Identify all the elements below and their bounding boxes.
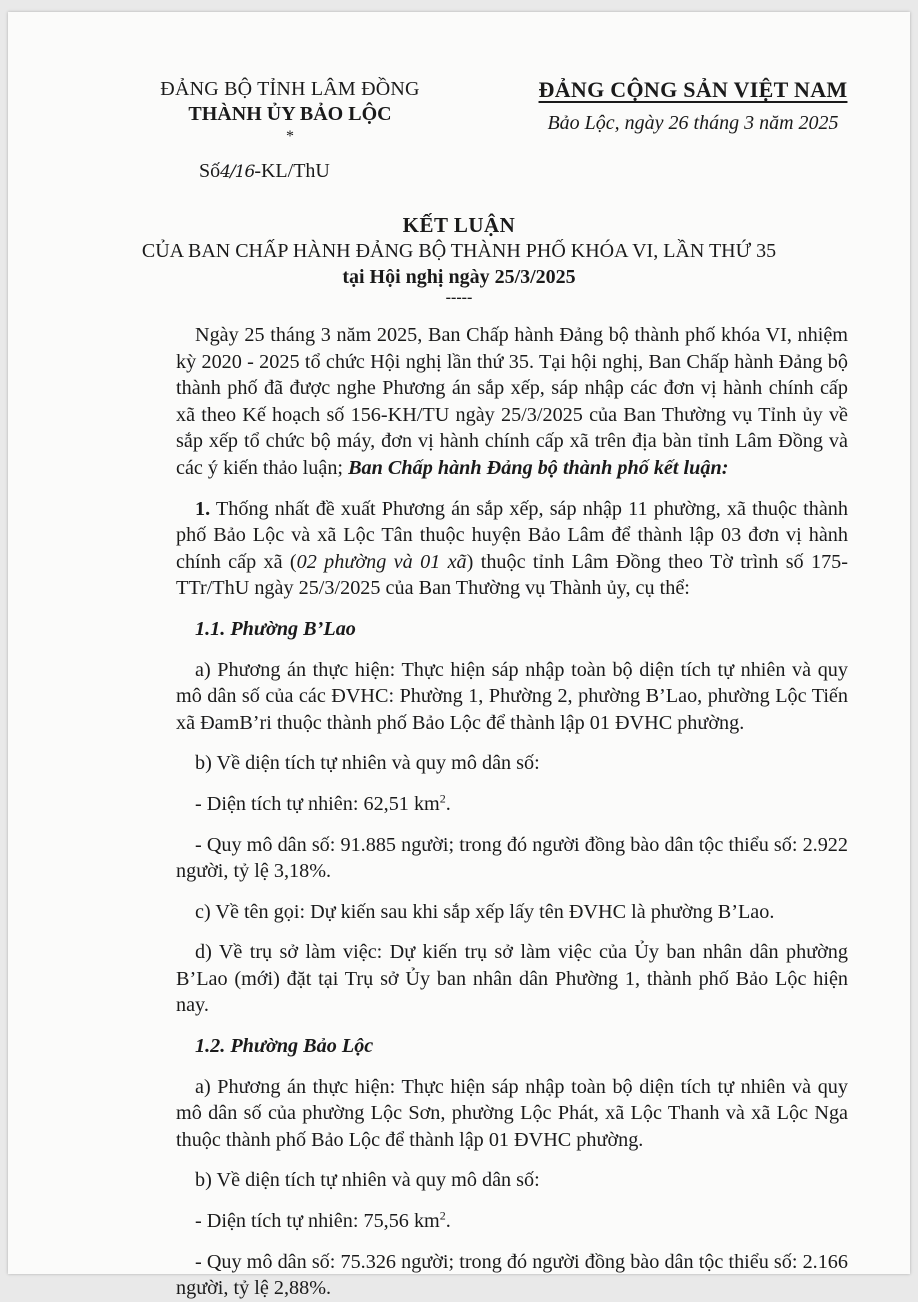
section-1-1-area: - Diện tích tự nhiên: 62,51 $km^2$. bbox=[195, 791, 451, 815]
title-meeting: tại Hội nghị ngày 25/3/2025 bbox=[342, 266, 576, 288]
document-number bbox=[199, 160, 330, 183]
title-sub: CỦA BAN CHẤP HÀNH ĐẢNG BỘ THÀNH PHỐ KHÓA VI, LẦN THỨ 35 bbox=[141, 240, 777, 262]
doc-no-suffix: -KL/ThU bbox=[254, 160, 330, 182]
section-1-2-area: - Diện tích tự nhiên: 75,56 $km^2$. bbox=[195, 1208, 451, 1233]
party-name: ĐẢNG CỘNG SẢN VIỆT NAM bbox=[538, 77, 848, 102]
section-1-1-b: b) Về diện tích tự nhiên và quy mô dân số: bbox=[195, 752, 540, 775]
point-1-number: 1. bbox=[195, 497, 211, 520]
date-line: Bảo Lộc, ngày 26 tháng 3 năm 2025 bbox=[547, 112, 839, 134]
section-1-1-heading: 1.1. Phường B’Lao bbox=[195, 617, 356, 640]
title-divider: ----- bbox=[445, 289, 473, 306]
star-mark: * bbox=[286, 128, 294, 145]
provincial-party-committee: ĐẢNG BỘ TỈNH LÂM ĐỒNG bbox=[160, 78, 420, 100]
point-1: 1. Thống nhất đề xuất Phương án sắp xếp, sáp nhập 11 phường, xã thuộc thành phố Bảo Lộc và xã Lộc Tân thuộc huyện Bảo Lâm để thành lập 03 đơn vị hành chính cấp xã (02 phường và 01 xã) thuộc tỉnh Lâm Đồng theo Tờ trình số 175-TTr/ThU ngày 25/3/2025 của Ban Thường vụ Thành ủy, cụ thể: bbox=[176, 497, 848, 600]
doc-no-prefix: Số bbox=[199, 160, 221, 182]
section-1-2-population: - Quy mô dân số: 75.326 người; trong đó người đồng bào dân tộc thiểu số: 2.166 người, tỷ lệ 2,88%. bbox=[176, 1250, 848, 1300]
document-title bbox=[8, 212, 910, 306]
doc-no-handwritten: 4/16 bbox=[220, 162, 255, 182]
section-1-1-c: c) Về tên gọi: Dự kiến sau khi sắp xếp lấy tên ĐVHC là phường B’Lao. bbox=[195, 900, 775, 923]
section-1-1-a: a) Phương án thực hiện: Thực hiện sáp nhập toàn bộ diện tích tự nhiên và quy mô dân số của các ĐVHC: Phường 1, Phường 2, phường B’Lao, phường Lộc Tiến xã ĐamB’ri thuộc thành phố Bảo Lộc để thành lập 01 ĐVHC phường. bbox=[176, 658, 848, 734]
section-1-1-population: - Quy mô dân số: 91.885 người; trong đó người đồng bào dân tộc thiểu số: 2.922 người, tỷ lệ 3,18%. bbox=[176, 833, 848, 883]
document-page bbox=[8, 12, 910, 1300]
national-header bbox=[508, 76, 878, 136]
section-1-2-heading: 1.2. Phường Bảo Lộc bbox=[195, 1035, 374, 1058]
title-main: KẾT LUẬN bbox=[402, 213, 516, 237]
intro-paragraph: Ngày 25 tháng 3 năm 2025, Ban Chấp hành Đảng bộ thành phố khóa VI, nhiệm kỳ 2020 - 2025 tổ chức Hội nghị lần thứ 35. Tại hội nghị, Ban Chấp hành Đảng bộ thành phố đã được nghe Phương án sắp xếp, sáp nhập các đơn vị hành chính cấp xã theo Kế hoạch số 156-KH/TU ngày 25/3/2025 của Ban Thường vụ Tỉnh ủy về sắp xếp tổ chức bộ máy, đơn vị hành chính cấp xã trên địa bàn tỉnh Lâm Đồng và các ý kiến thảo luận; Ban Chấp hành Đảng bộ thành phố kết luận: bbox=[176, 324, 848, 479]
city-party-committee: THÀNH ỦY BẢO LỘC bbox=[188, 103, 392, 125]
section-1-2-a: a) Phương án thực hiện: Thực hiện sáp nhập toàn bộ diện tích tự nhiên và quy mô dân số của phường Lộc Sơn, phường Lộc Phát, xã Lộc Thanh và xã Lộc Nga thuộc thành phố Bảo Lộc để thành lập 01 ĐVHC phường. bbox=[176, 1075, 848, 1151]
section-1-2-b: b) Về diện tích tự nhiên và quy mô dân số: bbox=[195, 1169, 540, 1192]
document-body bbox=[176, 322, 848, 1302]
intro-conclusion: Ban Chấp hành Đảng bộ thành phố kết luận: bbox=[348, 456, 729, 479]
section-1-1-d: d) Về trụ sở làm việc: Dự kiến trụ sở làm việc của Ủy ban nhân dân phường B’Lao (mới) đặt tại Trụ sở Ủy ban nhân dân Phường 1, thành phố Bảo Lộc hiện nay. bbox=[176, 941, 848, 1017]
issuer-block bbox=[120, 76, 460, 144]
